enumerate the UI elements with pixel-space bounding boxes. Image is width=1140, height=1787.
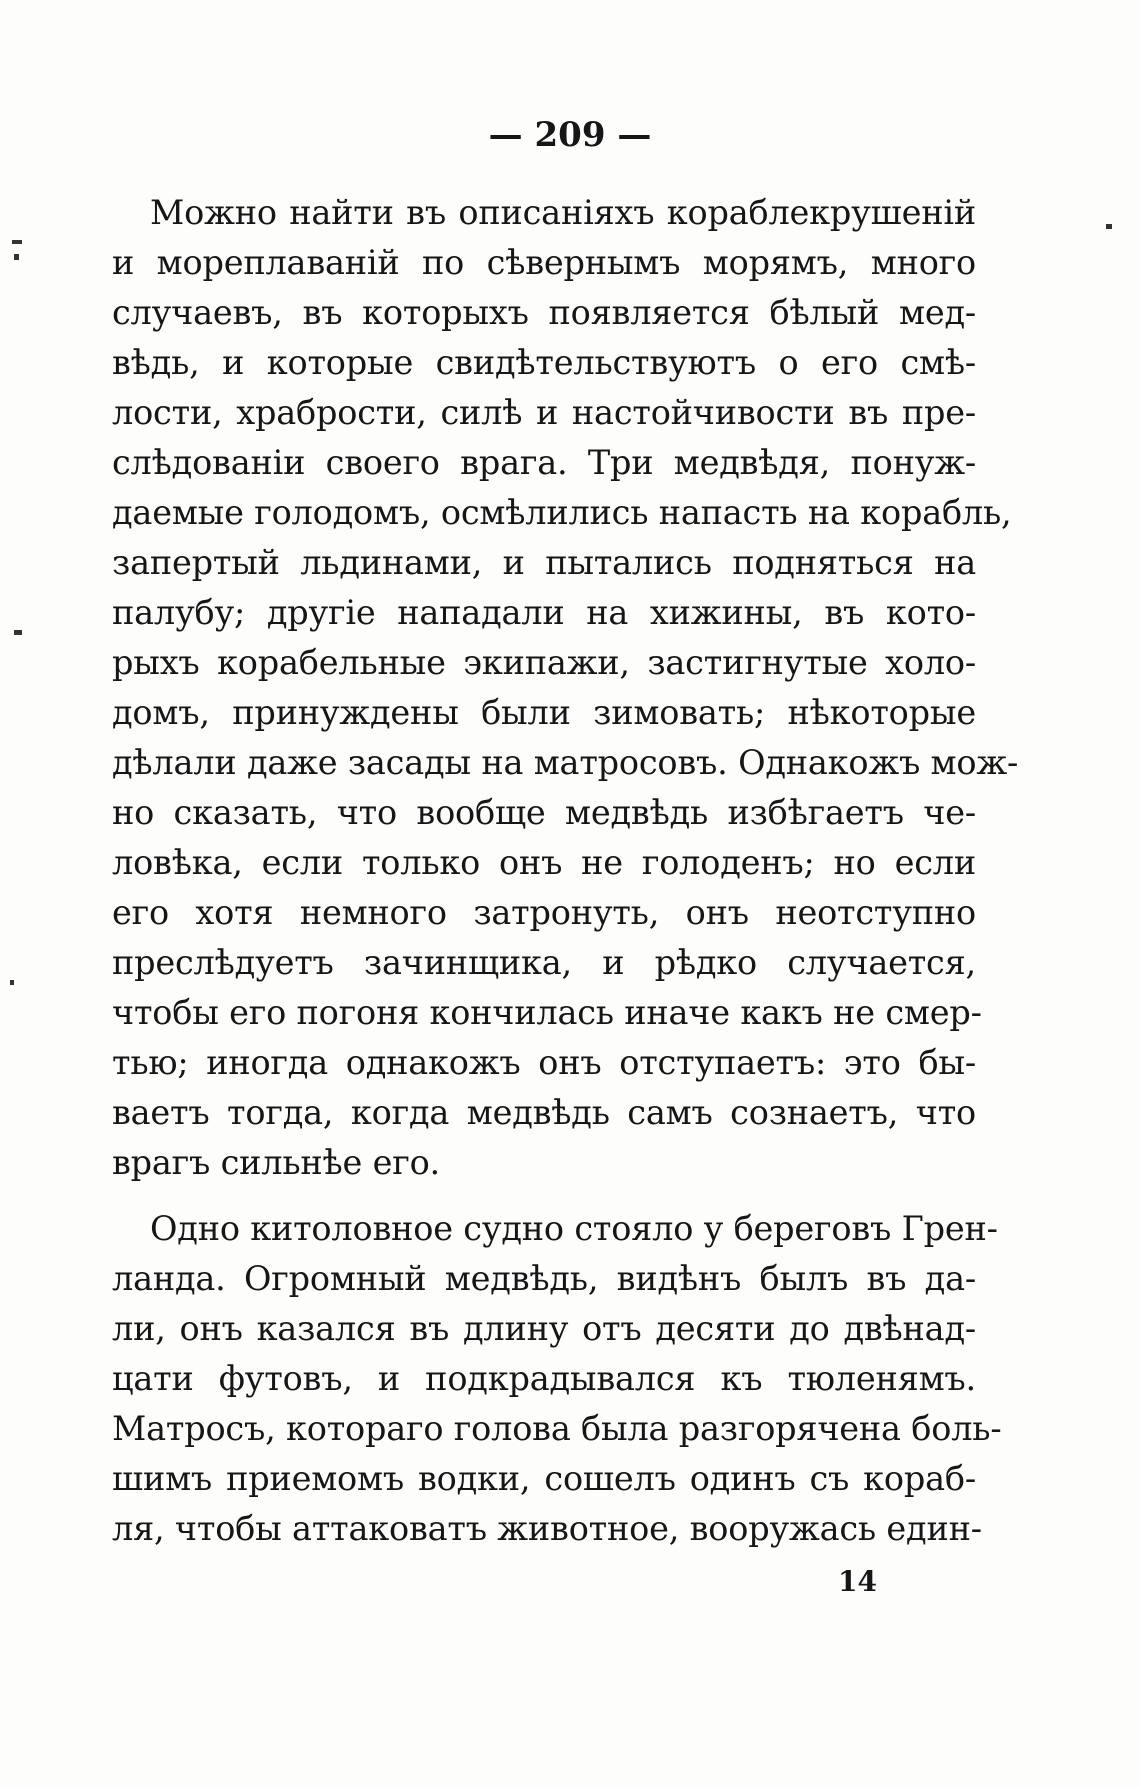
text-line: врагъ сильнѣе его. — [112, 1143, 440, 1182]
scan-speck — [10, 980, 14, 985]
text-line: его хотя немного затронуть, онъ неотступно — [112, 893, 976, 932]
paragraph — [112, 188, 1019, 1188]
text-line: ловѣка, если только онъ не голоденъ; но если — [112, 843, 976, 882]
body-text — [112, 188, 1019, 1554]
scan-speck — [14, 630, 22, 635]
paragraph-gap — [112, 1188, 976, 1204]
text-line: запертый льдинами, и пытались подняться на — [112, 543, 976, 582]
text-line: слѣдованіи своего врага. Три медвѣдя, понуж- — [112, 443, 976, 482]
paragraph — [112, 1204, 1002, 1554]
scan-speck — [12, 240, 22, 244]
text-line: Матросъ, котораго голова была разгорячена боль- — [112, 1409, 1002, 1448]
text-line: вѣдь, и которые свидѣтельствуютъ о его смѣ- — [112, 343, 976, 382]
text-line: ваетъ тогда, когда медвѣдь самъ сознаетъ, что — [112, 1093, 976, 1132]
text-line: Можно найти въ описаніяхъ кораблекрушеній — [150, 193, 976, 232]
text-line: даемые голодомъ, осмѣлились напасть на корабль, — [112, 493, 1012, 532]
text-line: чтобы его погоня кончилась иначе какъ не смер- — [112, 993, 982, 1032]
text-line: и мореплаваній по сѣвернымъ морямъ, много — [112, 243, 976, 282]
text-line: случаевъ, въ которыхъ появляется бѣлый мед- — [112, 293, 976, 332]
text-line: но сказать, что вообще медвѣдь избѣгаетъ че- — [112, 793, 976, 832]
text-line: палубу; другіе нападали на хижины, въ кото- — [112, 593, 976, 632]
printer-signature-mark: 14 — [838, 1565, 877, 1598]
page-number: — 209 — — [488, 115, 652, 155]
text-line: преслѣдуетъ зачинщика, и рѣдко случается, — [112, 943, 976, 982]
text-line: ли, онъ казался въ длину отъ десяти до двѣнад- — [112, 1309, 976, 1348]
text-line: шимъ приемомъ водки, сошелъ одинъ съ кораб- — [112, 1459, 976, 1498]
text-line: Одно китоловное судно стояло у береговъ Грен- — [150, 1209, 998, 1248]
text-line: тью; иногда однакожъ онъ отступаетъ: это бы- — [112, 1043, 976, 1082]
scan-speck — [14, 254, 19, 260]
scan-speck — [1106, 224, 1112, 229]
text-line: рыхъ корабельные экипажи, застигнутые холо- — [112, 643, 976, 682]
text-line: цати футовъ, и подкрадывался къ тюленямъ. — [112, 1359, 976, 1398]
text-line: домъ, принуждены были зимовать; нѣкоторые — [112, 693, 976, 732]
text-line: дѣлали даже засады на матросовъ. Однакожъ мож- — [112, 743, 1019, 782]
text-line: ля, чтобы аттаковатъ животное, вооружась един- — [112, 1509, 982, 1548]
text-line: ланда. Огромный медвѣдь, видѣнъ былъ въ да- — [112, 1259, 976, 1298]
text-line: лости, храбрости, силѣ и настойчивости въ пре- — [112, 393, 976, 432]
